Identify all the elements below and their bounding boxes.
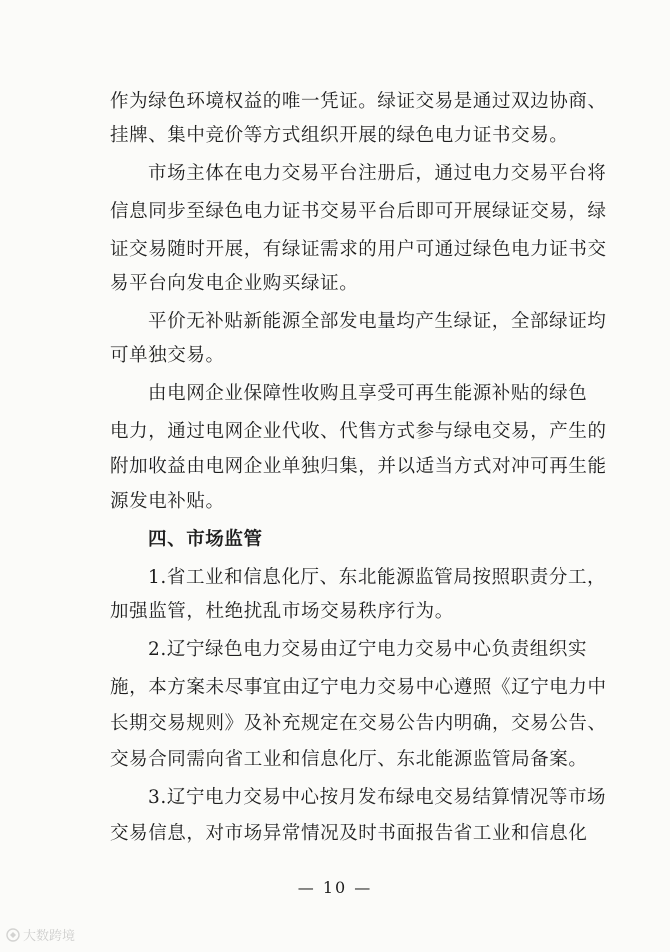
paragraph-line: 1.省工业和信息化厅、东北能源监管局按照职责分工， bbox=[148, 567, 607, 588]
paragraph-line: 证交易随时开展，有绿证需求的用户可通过绿色电力证书交 bbox=[110, 239, 607, 260]
paragraph-line: 3.辽宁电力交易中心按月发布绿电交易结算情况等市场 bbox=[148, 787, 607, 808]
paragraph-line: 作为绿色环境权益的唯一凭证。绿证交易是通过双边协商、 bbox=[110, 91, 607, 112]
paragraph-line: 交易合同需向省工业和信息化厅、东北能源监管局备案。 bbox=[110, 749, 588, 770]
paragraph-line: 平价无补贴新能源全部发电量均产生绿证，全部绿证均 bbox=[148, 311, 607, 332]
paragraph-line: 信息同步至绿色电力证书交易平台后即可开展绿证交易，绿 bbox=[110, 201, 607, 222]
paragraph-line: 长期交易规则》及补充规定在交易公告内明确，交易公告、 bbox=[110, 713, 607, 734]
paragraph-line: 可单独交易。 bbox=[110, 345, 225, 366]
logo-icon bbox=[6, 928, 20, 942]
paragraph-line: 挂牌、集中竞价等方式组织开展的绿色电力证书交易。 bbox=[110, 125, 569, 146]
watermark bbox=[6, 925, 75, 944]
paragraph-line: 加强监管，杜绝扰乱市场交易秩序行为。 bbox=[110, 601, 454, 622]
paragraph-line: 源发电补贴。 bbox=[110, 491, 225, 512]
paragraph-line: 由电网企业保障性收购且享受可再生能源补贴的绿色 bbox=[148, 383, 588, 404]
paragraph-line: 施，本方案未尽事宜由辽宁电力交易中心遵照《辽宁电力中 bbox=[110, 677, 607, 698]
paragraph-line: 市场主体在电力交易平台注册后，通过电力交易平台将 bbox=[148, 163, 607, 184]
section-heading: 四、市场监管 bbox=[148, 529, 263, 550]
paragraph-line: 交易信息，对市场异常情况及时书面报告省工业和信息化 bbox=[110, 823, 588, 844]
paragraph-line: 2.辽宁绿色电力交易由辽宁电力交易中心负责组织实 bbox=[148, 639, 588, 660]
paragraph-line: 电力，通过电网企业代收、代售方式参与绿电交易，产生的 bbox=[110, 421, 607, 442]
watermark-text: 大数跨境 bbox=[23, 929, 76, 944]
paragraph-line: 易平台向发电企业购买绿证。 bbox=[110, 273, 359, 294]
paragraph-line: 附加收益由电网企业单独归集，并以适当方式对冲可再生能 bbox=[110, 456, 607, 477]
page-number: — 10 — bbox=[297, 878, 373, 897]
